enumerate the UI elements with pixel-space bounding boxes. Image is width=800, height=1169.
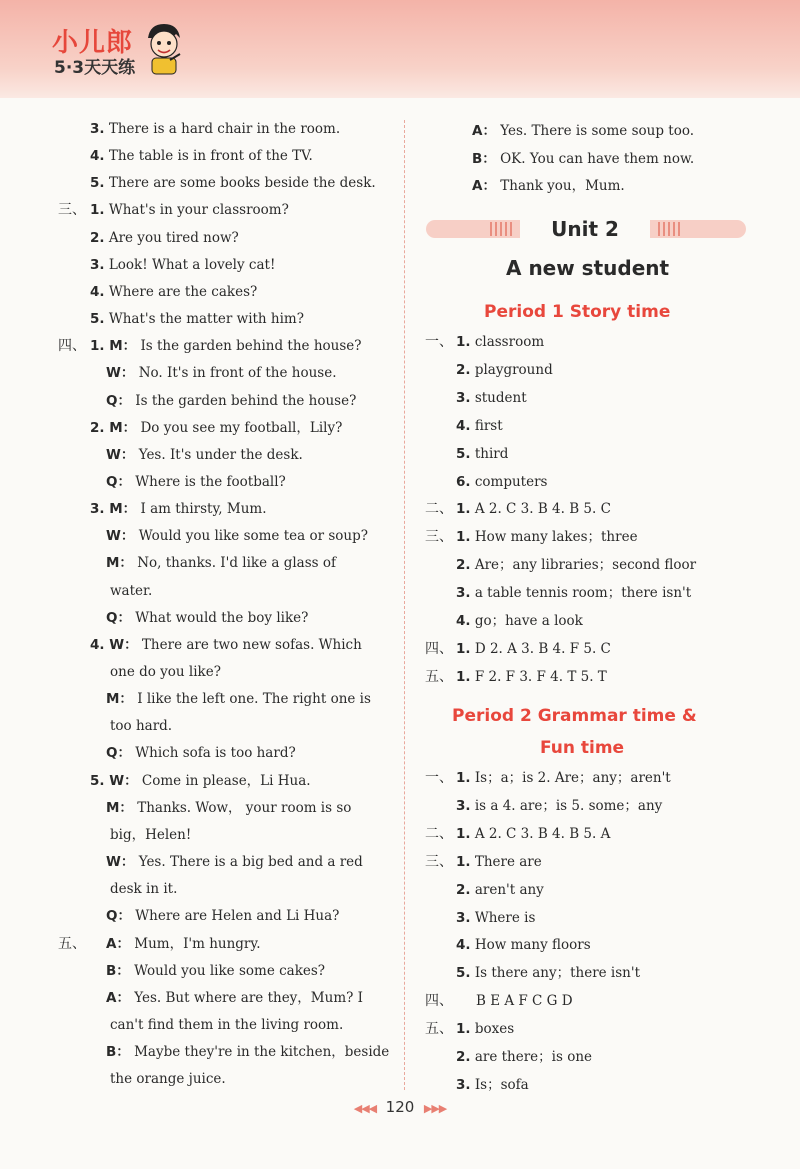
answer-line <box>90 119 340 139</box>
item-label: 1. <box>456 1021 471 1038</box>
item-label: 3. M： <box>90 501 137 518</box>
answer-line <box>106 988 363 1008</box>
item-text: I am thirsty, Mum. <box>140 501 267 518</box>
item-text: one do you like? <box>110 664 221 680</box>
item-label: 2. <box>456 557 471 574</box>
item-text: Are；any libraries；second floor <box>474 557 697 574</box>
answer-line <box>90 309 304 329</box>
item-label: A： <box>472 178 496 194</box>
item-label: M： <box>106 691 133 708</box>
unit-bar-stripes-left <box>490 222 514 236</box>
page-header-band <box>0 0 800 98</box>
item-label: Q： <box>106 745 131 762</box>
answer-line <box>456 472 547 492</box>
item-text: Where is <box>474 909 536 926</box>
item-text: No. It's in front of the house. <box>138 365 337 382</box>
item-label: 5. W： <box>90 772 138 789</box>
item-label: W： <box>106 854 135 871</box>
item-text: What's the matter with him? <box>108 311 304 328</box>
section-marker: 三、 <box>425 853 453 870</box>
item-label: 4. <box>456 417 471 434</box>
section-marker: 三、 <box>425 529 453 546</box>
answer-line <box>110 1015 343 1035</box>
answer-line <box>472 149 694 169</box>
item-text: can't find them in the living room. <box>110 1016 344 1033</box>
item-label: W： <box>106 528 135 545</box>
item-text: There are two new sofas. Which <box>141 636 362 653</box>
brand-logo-text: 小儿郎 <box>52 28 134 58</box>
period-1-title: Period 1 Story time <box>484 302 671 322</box>
answer-line <box>106 445 303 465</box>
section-marker: 二、 <box>425 501 453 518</box>
item-text: Where are the cakes? <box>108 283 258 300</box>
brand-logo-subtitle: 5·3天天练 <box>54 58 136 78</box>
item-text: is a 4. are；is 5. some；any <box>474 797 663 814</box>
item-text: No, thanks. I'd like a glass of <box>137 555 337 572</box>
page-number: 120 <box>385 1098 415 1116</box>
item-text: aren't any <box>474 881 544 898</box>
answer-line <box>106 906 339 926</box>
item-label: 2. <box>90 229 105 246</box>
answer-line <box>472 121 694 141</box>
item-label: 1. <box>456 770 471 786</box>
item-text: Thanks. Wow， your room is so <box>137 799 352 816</box>
answer-line <box>90 255 275 275</box>
answer-line <box>456 796 662 816</box>
unit-bar-stripes-right <box>658 222 682 236</box>
item-text: A 2. C 3. B 4. B 5. C <box>474 501 611 518</box>
column-divider <box>404 120 405 1090</box>
answer-line <box>472 176 625 196</box>
answer-line <box>456 611 583 631</box>
section-marker: 五、 <box>425 668 453 685</box>
item-text: classroom <box>474 334 545 350</box>
answer-line <box>106 363 337 383</box>
item-text: big，Helen! <box>110 826 192 843</box>
item-label: 1. <box>456 529 471 546</box>
item-label: 1. <box>456 640 471 657</box>
answer-line <box>90 200 289 220</box>
answer-line <box>456 388 527 408</box>
item-label: 5. <box>456 445 471 462</box>
answer-line <box>106 391 356 411</box>
item-label: 2. <box>456 1049 471 1065</box>
answer-line <box>106 852 363 872</box>
answer-line <box>106 608 308 628</box>
unit-heading: Unit 2 <box>520 212 650 246</box>
item-text: Do you see my football，Lily? <box>140 419 343 436</box>
answer-line <box>456 583 691 603</box>
item-text: Yes. It's under the desk. <box>138 446 303 463</box>
item-text: Are you tired now? <box>108 229 239 246</box>
answer-line <box>456 935 591 955</box>
item-text: Yes. But where are they，Mum? I <box>134 989 363 1006</box>
answer-line <box>110 716 172 736</box>
item-label: W： <box>106 446 135 463</box>
answer-line <box>456 908 535 928</box>
item-label: 3. <box>90 121 105 137</box>
answer-line <box>106 798 351 818</box>
answer-line <box>90 282 257 302</box>
item-text: go；have a look <box>474 613 583 629</box>
item-text: Is；sofa <box>474 1076 529 1093</box>
item-label: 6. <box>456 473 471 490</box>
item-text: D 2. A 3. B 4. F 5. C <box>474 640 611 657</box>
item-text: There are some books beside the desk. <box>108 175 376 192</box>
item-label: 2. M： <box>90 419 137 436</box>
item-label: 1. <box>456 668 471 685</box>
answer-line <box>90 418 342 438</box>
mascot-boy-icon <box>140 20 186 78</box>
item-label: 3. <box>456 585 471 602</box>
item-text: Is the garden behind the house? <box>135 392 357 409</box>
item-label: 1. <box>456 334 471 350</box>
item-label: Q： <box>106 609 131 626</box>
item-text: F 2. F 3. F 4. T 5. T <box>474 668 607 685</box>
answer-line <box>456 555 696 575</box>
answer-line <box>106 961 325 981</box>
answer-line <box>90 499 267 519</box>
item-text: student <box>474 389 527 406</box>
item-text: What would the boy like? <box>135 609 309 626</box>
item-text: the orange juice. <box>110 1071 226 1088</box>
section-marker: 五、 <box>58 935 86 952</box>
item-text: How many floors <box>474 937 591 954</box>
answer-line <box>90 336 362 356</box>
item-label: B： <box>472 150 496 167</box>
answer-line <box>90 228 239 248</box>
answer-line <box>110 581 152 601</box>
item-label: 1. <box>90 202 105 219</box>
item-text: B E A F C G D <box>476 993 573 1010</box>
answer-line <box>106 743 296 763</box>
item-text: The table is in front of the TV. <box>108 148 313 165</box>
unit-title: A new student <box>506 256 670 280</box>
answer-line <box>110 662 221 682</box>
answer-line <box>456 880 544 900</box>
answer-line <box>456 768 671 788</box>
item-label: 5. <box>90 175 105 192</box>
answer-line <box>456 527 638 547</box>
item-text: Which sofa is too hard? <box>135 745 296 762</box>
right-arrows-icon: ▶▶▶ <box>423 1102 447 1115</box>
item-text: There is a hard chair in the room. <box>108 121 341 137</box>
section-marker: 四、 <box>425 640 453 657</box>
item-text: How many lakes；three <box>474 529 638 546</box>
answer-line <box>106 934 261 954</box>
answer-line <box>456 416 503 436</box>
item-text: third <box>474 445 509 462</box>
item-label: 3. <box>456 909 471 926</box>
item-label: 3. <box>456 797 471 814</box>
item-text: boxes <box>474 1021 515 1038</box>
period-2-title-line-1: Period 2 Grammar time & <box>452 706 697 726</box>
item-label: Q： <box>106 473 131 490</box>
answer-line <box>106 472 286 492</box>
item-label: 4. W： <box>90 636 138 653</box>
period-2-title-line-2: Fun time <box>540 738 625 758</box>
item-label: A： <box>472 123 496 139</box>
answer-line <box>106 526 368 546</box>
item-text: Look! What a lovely cat! <box>108 256 276 273</box>
section-marker: 五、 <box>425 1021 453 1038</box>
item-label: 3. <box>90 256 105 273</box>
item-text: Would you like some tea or soup? <box>138 528 368 545</box>
item-text: Yes. There is some soup too. <box>500 123 695 139</box>
item-text: Come in please，Li Hua. <box>141 772 311 789</box>
item-text: Is there any；there isn't <box>474 965 641 982</box>
answer-line <box>456 963 640 983</box>
item-text: first <box>474 417 503 434</box>
answer-line <box>106 1042 389 1062</box>
answer-line <box>456 444 508 464</box>
answer-line <box>456 639 611 659</box>
answer-line <box>456 667 607 687</box>
answer-line <box>456 824 610 844</box>
item-text: Where are Helen and Li Hua? <box>135 908 340 925</box>
item-text: water. <box>110 582 153 599</box>
item-label: M： <box>106 799 133 816</box>
answer-line <box>106 553 336 573</box>
answer-line <box>90 771 311 791</box>
answer-line <box>456 1075 529 1095</box>
item-label: Q： <box>106 392 131 409</box>
answer-line <box>476 991 573 1011</box>
item-text: What's in your classroom? <box>108 202 289 219</box>
item-text: OK. You can have them now. <box>500 150 695 167</box>
answer-line <box>456 332 544 352</box>
item-label: B： <box>106 1044 130 1061</box>
item-label: 1. <box>456 501 471 518</box>
item-label: 2. <box>456 881 471 898</box>
item-label: 1. <box>456 825 471 842</box>
item-label: 1. M： <box>90 338 137 355</box>
item-text: Is；a；is 2. Are；any；aren't <box>474 770 671 786</box>
item-label: B： <box>106 962 130 979</box>
item-text: playground <box>474 361 553 378</box>
item-label: A： <box>106 989 130 1006</box>
item-text: A 2. C 3. B 4. B 5. A <box>474 825 611 842</box>
answer-line <box>456 1047 592 1067</box>
item-text: desk in it. <box>110 881 178 898</box>
item-label: 4. <box>90 283 105 300</box>
item-label: 4. <box>456 613 471 629</box>
answer-line <box>110 879 177 899</box>
left-arrows-icon: ◀◀◀ <box>353 1102 377 1115</box>
answer-line <box>110 825 191 845</box>
item-text: Maybe they're in the kitchen，beside <box>134 1044 390 1061</box>
item-text: computers <box>474 473 548 490</box>
section-marker: 一、 <box>425 770 453 786</box>
answer-line <box>90 635 362 655</box>
section-marker: 四、 <box>58 338 86 355</box>
answer-line <box>456 360 553 380</box>
section-marker: 二、 <box>425 825 453 842</box>
item-text: Where is the football? <box>135 473 286 490</box>
answer-line <box>90 146 313 166</box>
item-label: 2. <box>456 361 471 378</box>
item-label: 5. <box>90 311 105 328</box>
item-text: Thank you，Mum. <box>500 178 625 194</box>
item-text: a table tennis room；there isn't <box>474 585 692 602</box>
item-text: Is the garden behind the house? <box>140 338 362 355</box>
page-footer <box>0 1098 800 1116</box>
answer-line <box>456 852 542 872</box>
item-label: A： <box>106 935 130 952</box>
item-label: 1. <box>456 853 471 870</box>
item-label: 5. <box>456 965 471 982</box>
item-label: 4. <box>90 148 105 165</box>
answer-line <box>110 1069 226 1089</box>
section-marker: 三、 <box>58 202 86 219</box>
item-label: 3. <box>456 389 471 406</box>
item-label: W： <box>106 365 135 382</box>
item-text: Yes. There is a big bed and a red <box>138 854 363 871</box>
item-text: are there；is one <box>474 1049 593 1065</box>
section-marker: 四、 <box>425 993 453 1010</box>
item-label: 3. <box>456 1076 471 1093</box>
item-label: 4. <box>456 937 471 954</box>
item-text: There are <box>474 853 542 870</box>
answer-line <box>106 689 371 709</box>
item-text: too hard. <box>110 718 173 735</box>
item-text: I like the left one. The right one is <box>137 691 371 708</box>
answer-line <box>456 499 611 519</box>
answer-line <box>90 173 376 193</box>
item-text: Would you like some cakes? <box>134 962 326 979</box>
item-label: M： <box>106 555 133 572</box>
section-marker: 一、 <box>425 334 453 350</box>
item-label: Q： <box>106 908 131 925</box>
item-text: Mum，I'm hungry. <box>134 935 261 952</box>
answer-line <box>456 1019 514 1039</box>
